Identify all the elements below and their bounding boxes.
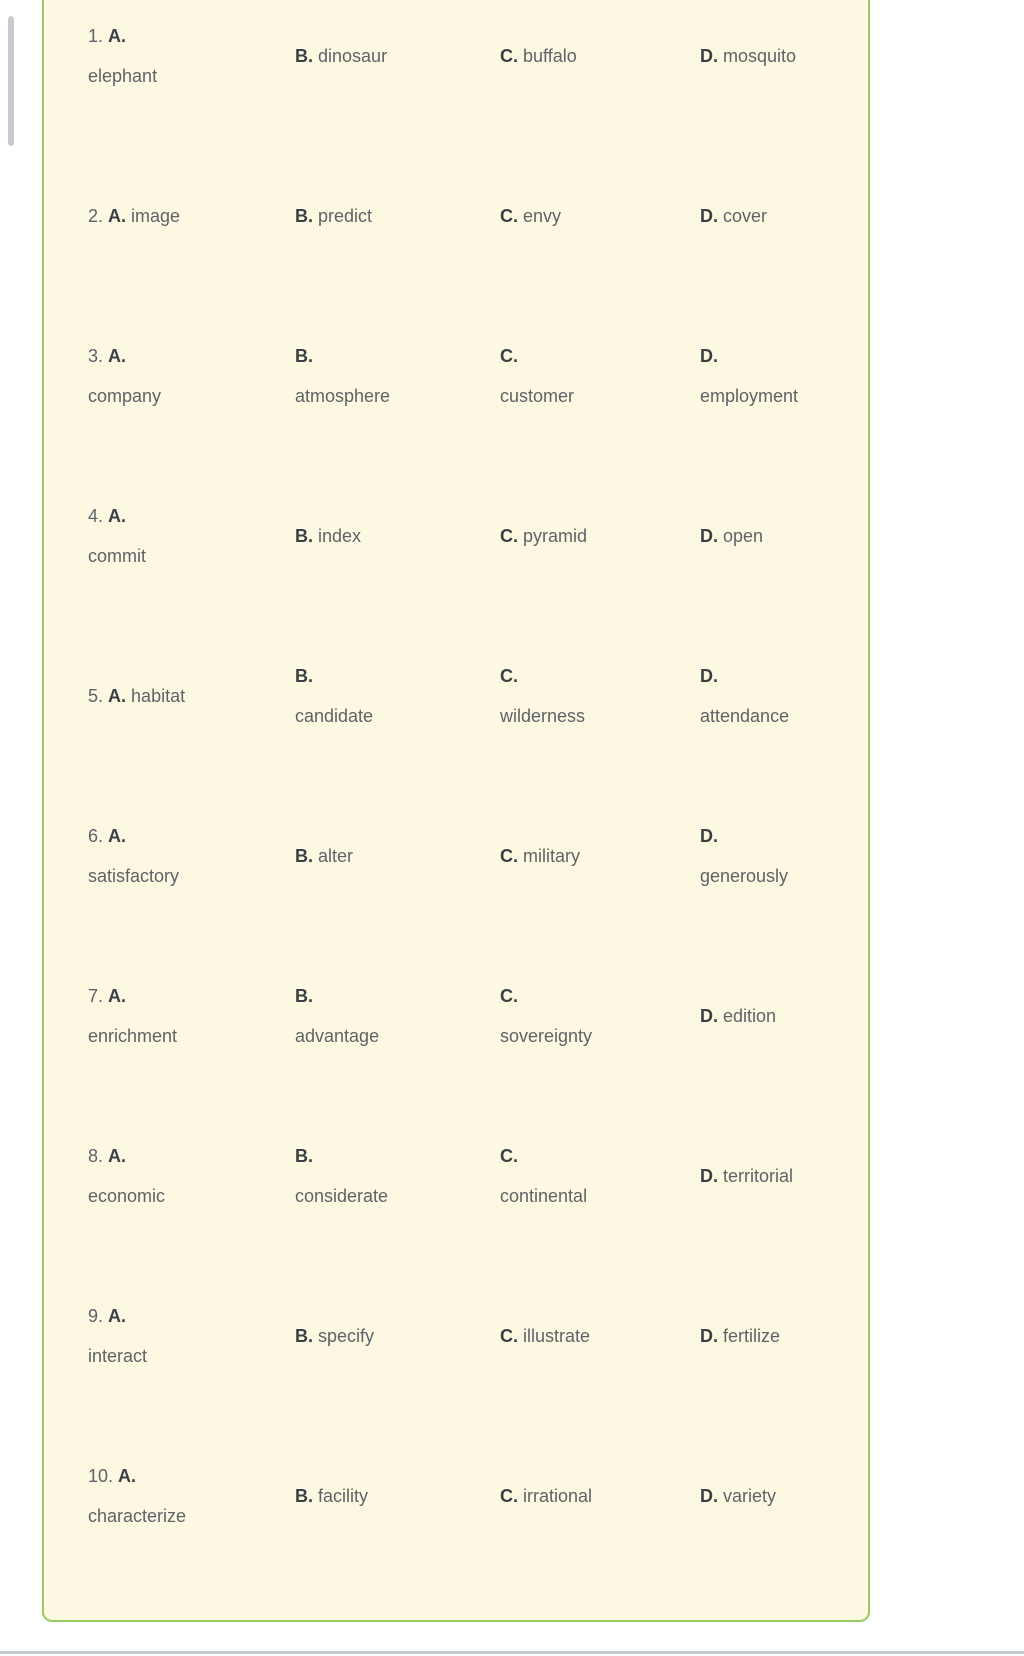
- option-cell-c: [500, 656, 700, 736]
- option-word: alter: [318, 846, 354, 866]
- option-word: irrational: [523, 1486, 593, 1506]
- question-row: [88, 616, 868, 776]
- option-cell-b: [295, 196, 500, 236]
- option-cell-b: [295, 516, 500, 556]
- option-letter: A.: [108, 826, 127, 846]
- option-word: continental: [500, 1186, 588, 1206]
- option-cell-d: [700, 1476, 868, 1516]
- option-letter: D.: [700, 1006, 718, 1026]
- option-letter: C.: [500, 46, 518, 66]
- option-cell-b: [295, 1136, 500, 1216]
- question-row: [88, 296, 868, 456]
- option-cell-c: [500, 1476, 700, 1516]
- question-number: 7.: [88, 986, 104, 1006]
- option-cell-c: [500, 36, 700, 76]
- option-letter: D.: [700, 526, 718, 546]
- scrollbar-thumb[interactable]: [8, 16, 14, 146]
- option-cell-a: [88, 676, 295, 716]
- question-number: 2.: [88, 206, 104, 226]
- option-cell-a: [88, 1136, 295, 1216]
- option-cell-d: [700, 816, 868, 896]
- option-cell-b: [295, 836, 500, 876]
- option-word: commit: [88, 546, 146, 566]
- option-word: economic: [88, 1186, 166, 1206]
- option-letter: B.: [295, 1326, 313, 1346]
- option-word: interact: [88, 1346, 148, 1366]
- option-letter: C.: [500, 666, 518, 686]
- question-row: [88, 456, 868, 616]
- option-letter: D.: [700, 826, 718, 846]
- option-letter: A.: [108, 1146, 127, 1166]
- bottom-divider: [0, 1651, 1024, 1654]
- option-letter: C.: [500, 346, 518, 366]
- option-letter: D.: [700, 1166, 718, 1186]
- option-cell-c: [500, 976, 700, 1056]
- option-word: territorial: [723, 1166, 794, 1186]
- option-cell-b: [295, 36, 500, 76]
- option-cell-d: [700, 996, 868, 1036]
- option-word: fertilize: [723, 1326, 781, 1346]
- question-number: 6.: [88, 826, 104, 846]
- option-cell-c: [500, 196, 700, 236]
- option-letter: D.: [700, 206, 718, 226]
- option-cell-c: [500, 836, 700, 876]
- option-word: envy: [523, 206, 562, 226]
- option-cell-b: [295, 976, 500, 1056]
- option-letter: B.: [295, 526, 313, 546]
- option-word: sovereignty: [500, 1026, 593, 1046]
- question-row: [88, 776, 868, 936]
- option-letter: C.: [500, 1486, 518, 1506]
- option-word: cover: [723, 206, 768, 226]
- option-letter: A.: [108, 346, 127, 366]
- option-word: characterize: [88, 1506, 187, 1526]
- option-word: image: [131, 206, 181, 226]
- question-number: 5.: [88, 686, 104, 706]
- option-letter: B.: [295, 986, 313, 1006]
- option-letter: A.: [108, 1306, 127, 1326]
- option-word: buffalo: [523, 46, 577, 66]
- question-number: 1.: [88, 26, 104, 46]
- option-letter: D.: [700, 1486, 718, 1506]
- option-word: company: [88, 386, 162, 406]
- question-number: 8.: [88, 1146, 104, 1166]
- option-letter: A.: [108, 986, 127, 1006]
- option-cell-a: [88, 16, 295, 96]
- option-letter: D.: [700, 46, 718, 66]
- option-word: pyramid: [523, 526, 588, 546]
- option-cell-d: [700, 196, 868, 236]
- option-word: elephant: [88, 66, 158, 86]
- option-letter: B.: [295, 206, 313, 226]
- option-word: generously: [700, 866, 789, 886]
- option-cell-d: [700, 1156, 868, 1196]
- option-letter: A.: [108, 206, 127, 226]
- option-word: habitat: [131, 686, 186, 706]
- option-letter: C.: [500, 846, 518, 866]
- option-word: predict: [318, 206, 373, 226]
- question-row: [88, 1096, 868, 1256]
- option-cell-c: [500, 1136, 700, 1216]
- option-cell-b: [295, 1316, 500, 1356]
- question-row: [88, 1416, 868, 1576]
- option-cell-d: [700, 36, 868, 76]
- option-letter: C.: [500, 986, 518, 1006]
- option-cell-a: [88, 1296, 295, 1376]
- option-word: specify: [318, 1326, 375, 1346]
- option-letter: A.: [108, 686, 127, 706]
- option-word: employment: [700, 386, 799, 406]
- option-letter: B.: [295, 666, 313, 686]
- question-row: [88, 0, 868, 136]
- option-cell-d: [700, 1316, 868, 1356]
- option-letter: C.: [500, 206, 518, 226]
- option-cell-c: [500, 336, 700, 416]
- option-word: candidate: [295, 706, 374, 726]
- option-letter: D.: [700, 1326, 718, 1346]
- option-word: illustrate: [523, 1326, 591, 1346]
- option-word: open: [723, 526, 764, 546]
- option-letter: D.: [700, 666, 718, 686]
- option-letter: B.: [295, 1486, 313, 1506]
- option-word: variety: [723, 1486, 777, 1506]
- option-word: mosquito: [723, 46, 797, 66]
- option-cell-a: [88, 336, 295, 416]
- question-row: [88, 936, 868, 1096]
- question-row: [88, 136, 868, 296]
- option-letter: A.: [108, 26, 127, 46]
- option-word: atmosphere: [295, 386, 391, 406]
- option-letter: C.: [500, 526, 518, 546]
- question-number: 9.: [88, 1306, 104, 1326]
- option-cell-d: [700, 336, 868, 416]
- option-word: enrichment: [88, 1026, 178, 1046]
- option-cell-b: [295, 1476, 500, 1516]
- question-number: 3.: [88, 346, 104, 366]
- option-cell-b: [295, 336, 500, 416]
- option-cell-c: [500, 1316, 700, 1356]
- option-word: considerate: [295, 1186, 389, 1206]
- option-word: index: [318, 526, 362, 546]
- option-cell-a: [88, 1456, 295, 1536]
- question-number: 4.: [88, 506, 104, 526]
- option-word: military: [523, 846, 581, 866]
- option-letter: B.: [295, 346, 313, 366]
- option-cell-a: [88, 976, 295, 1056]
- option-letter: D.: [700, 346, 718, 366]
- option-cell-a: [88, 816, 295, 896]
- option-cell-d: [700, 656, 868, 736]
- option-cell-a: [88, 196, 295, 236]
- option-letter: C.: [500, 1326, 518, 1346]
- option-letter: B.: [295, 846, 313, 866]
- option-word: wilderness: [500, 706, 586, 726]
- option-cell-a: [88, 496, 295, 576]
- option-word: dinosaur: [318, 46, 388, 66]
- option-cell-d: [700, 516, 868, 556]
- option-word: facility: [318, 1486, 369, 1506]
- option-cell-c: [500, 516, 700, 556]
- question-row: [88, 1256, 868, 1416]
- option-word: attendance: [700, 706, 790, 726]
- option-letter: C.: [500, 1146, 518, 1166]
- option-letter: B.: [295, 46, 313, 66]
- option-word: satisfactory: [88, 866, 180, 886]
- option-word: customer: [500, 386, 575, 406]
- question-number: 10.: [88, 1466, 114, 1486]
- option-word: advantage: [295, 1026, 380, 1046]
- option-letter: A.: [108, 506, 127, 526]
- option-cell-b: [295, 656, 500, 736]
- option-letter: A.: [118, 1466, 137, 1486]
- quiz-panel: [42, 0, 870, 1622]
- option-letter: B.: [295, 1146, 313, 1166]
- option-word: edition: [723, 1006, 777, 1026]
